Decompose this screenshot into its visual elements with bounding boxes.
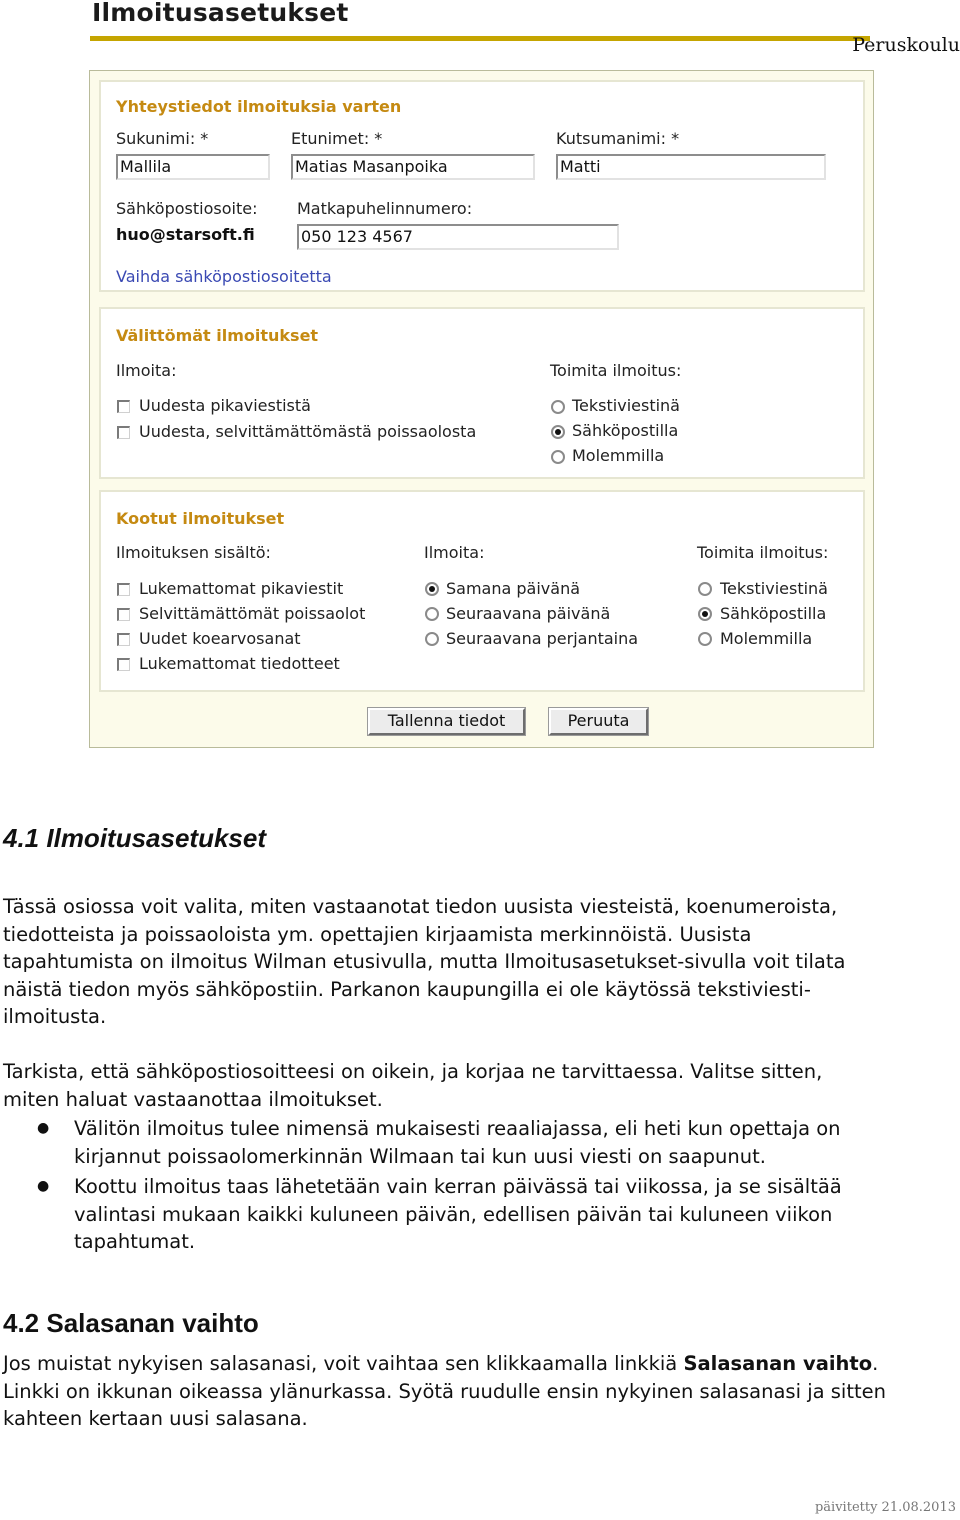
option-label: Sähköpostilla [572, 421, 679, 440]
checkbox-new-grades[interactable] [117, 633, 130, 646]
intro-paragraph [3, 893, 958, 1031]
change-email-link[interactable]: Vaihda sähköpostiosoitetta [116, 267, 332, 286]
section-heading-4-2: 4.2 Salasanan vaihto [3, 1308, 259, 1338]
radio-next-day[interactable] [425, 607, 439, 621]
nickname-label: Kutsumanimi: * [556, 129, 680, 148]
collected-heading: Kootut ilmoitukset [116, 509, 285, 528]
bullet-line: Koottu ilmoitus taas lähetetään vain kerran päivässä tai viikossa, ja se sisältää [74, 1175, 842, 1198]
contact-section [99, 80, 865, 292]
checkbox-new-instant-message[interactable] [117, 400, 130, 413]
firstnames-label: Etunimet: * [291, 129, 383, 148]
paragraph-line [3, 1350, 960, 1378]
immediate-deliver-label: Toimita ilmoitus: [550, 361, 682, 380]
collected-section [99, 490, 865, 692]
paragraph-line: näistä tiedon myös sähköpostiin. Parkanon kaupungilla ei ole käytössä tekstiviesti- [3, 977, 811, 1001]
updated-date-footer: päivitetty 21.08.2013 [814, 1500, 956, 1515]
text-run: . [872, 1352, 879, 1375]
radio-both[interactable] [551, 450, 565, 464]
paragraph-line: Linkki on ikkunan oikeassa ylänurkassa. Syötä ruudulle ensin nykyinen salasanasi ja sitten [3, 1379, 886, 1403]
paragraph-line: tapahtumista on ilmoitus Wilman etusivulla, mutta Ilmoitusasetukset-sivulla voit tilata [3, 950, 846, 974]
mobile-input[interactable]: 050 123 4567 [297, 224, 619, 250]
nickname-input[interactable]: Matti [556, 154, 826, 180]
option-label: Lukemattomat pikaviestit [139, 579, 344, 598]
firstnames-input[interactable]: Matias Masanpoika [291, 154, 535, 180]
option-label: Lukemattomat tiedotteet [139, 654, 340, 673]
bullet-line: Välitön ilmoitus tulee nimensä mukaisesti reaaliajassa, eli heti kun opettaja on [74, 1117, 841, 1140]
text-run: Jos muistat nykyisen salasanasi, voit vaihtaa sen klikkaamalla linkkiä [3, 1352, 684, 1375]
email-label: Sähköpostiosoite: [116, 199, 258, 218]
option-label: Tekstiviestinä [572, 396, 680, 415]
title-underline [90, 36, 870, 41]
bullet-icon: ● [37, 1178, 50, 1194]
radio-next-friday[interactable] [425, 632, 439, 646]
radio-email[interactable] [698, 607, 712, 621]
option-label: Seuraavana perjantaina [446, 629, 639, 648]
bullet-collected [74, 1173, 954, 1256]
option-label: Samana päivänä [446, 579, 581, 598]
radio-email[interactable] [551, 425, 565, 439]
bullet-line: kirjannut poissaolomerkinnän Wilmaan tai kun uusi viesti on saapunut. [74, 1144, 766, 1168]
collected-content-label: Ilmoituksen sisältö: [116, 543, 271, 562]
instructions-paragraph [3, 1058, 958, 1113]
bullet-immediate [74, 1115, 954, 1170]
paragraph-line: ilmoitusta. [3, 1005, 107, 1029]
radio-sms[interactable] [698, 582, 712, 596]
bullet-line: tapahtumat. [74, 1230, 196, 1254]
immediate-section [99, 307, 865, 479]
paragraph-line: Tässä osiossa voit valita, miten vastaanotat tiedon uusista viesteistä, koenumeroista, [3, 895, 838, 918]
paragraph-line: kahteen kertaan uusi salasana. [3, 1407, 308, 1431]
radio-sms[interactable] [551, 400, 565, 414]
option-label: Sähköpostilla [720, 604, 827, 623]
bullet-line: valintasi mukaan kaikki kuluneen päivän, edellisen päivän tai kuluneen viikon [74, 1202, 833, 1226]
option-label: Selvittämättömät poissaolot [139, 604, 366, 623]
lastname-input[interactable]: Mallila [116, 154, 270, 180]
immediate-heading: Välittömät ilmoitukset [116, 326, 319, 345]
screenshot-page-title: Ilmoitusasetukset [92, 0, 349, 27]
save-button[interactable]: Tallenna tiedot [368, 708, 525, 735]
password-paragraph [3, 1350, 960, 1433]
radio-both[interactable] [698, 632, 712, 646]
option-label: Uudesta pikaviestistä [139, 396, 311, 415]
cropped-header-text: Peruskoulu [852, 34, 960, 56]
paragraph-line: Tarkista, että sähköpostiosoitteesi on oikein, ja korjaa ne tarvittaessa. Valitse sitten, [3, 1060, 823, 1083]
option-label: Uudet koearvosanat [139, 629, 301, 648]
option-label: Molemmilla [720, 629, 813, 648]
email-value: huo@starsoft.fi [116, 225, 255, 244]
collected-deliver-label: Toimita ilmoitus: [697, 543, 829, 562]
checkbox-unread-bulletins[interactable] [117, 658, 130, 671]
option-label: Seuraavana päivänä [446, 604, 611, 623]
lastname-label: Sukunimi: * [116, 129, 209, 148]
option-label: Tekstiviestinä [720, 579, 828, 598]
bullet-icon: ● [37, 1120, 50, 1136]
contact-heading: Yhteystiedot ilmoituksia varten [116, 97, 402, 116]
option-label: Uudesta, selvittämättömästä poissaolosta [139, 422, 477, 441]
password-change-reference: Salasanan vaihto [683, 1352, 873, 1375]
radio-same-day[interactable] [425, 582, 439, 596]
mobile-label: Matkapuhelinnumero: [297, 199, 473, 218]
checkbox-new-absence[interactable] [117, 426, 130, 439]
section-heading-4-1: 4.1 Ilmoitusasetukset [3, 823, 266, 853]
checkbox-unresolved-absences[interactable] [117, 608, 130, 621]
paragraph-line: tiedotteista ja poissaoloista ym. opettajien kirjaamista merkinnöistä. Uusista [3, 922, 752, 946]
settings-panel [89, 70, 874, 748]
immediate-notify-label: Ilmoita: [116, 361, 177, 380]
cancel-button[interactable]: Peruuta [549, 708, 648, 735]
option-label: Molemmilla [572, 446, 665, 465]
collected-when-label: Ilmoita: [424, 543, 485, 562]
checkbox-unread-messages[interactable] [117, 583, 130, 596]
paragraph-line: miten haluat vastaanottaa ilmoitukset. [3, 1087, 383, 1111]
